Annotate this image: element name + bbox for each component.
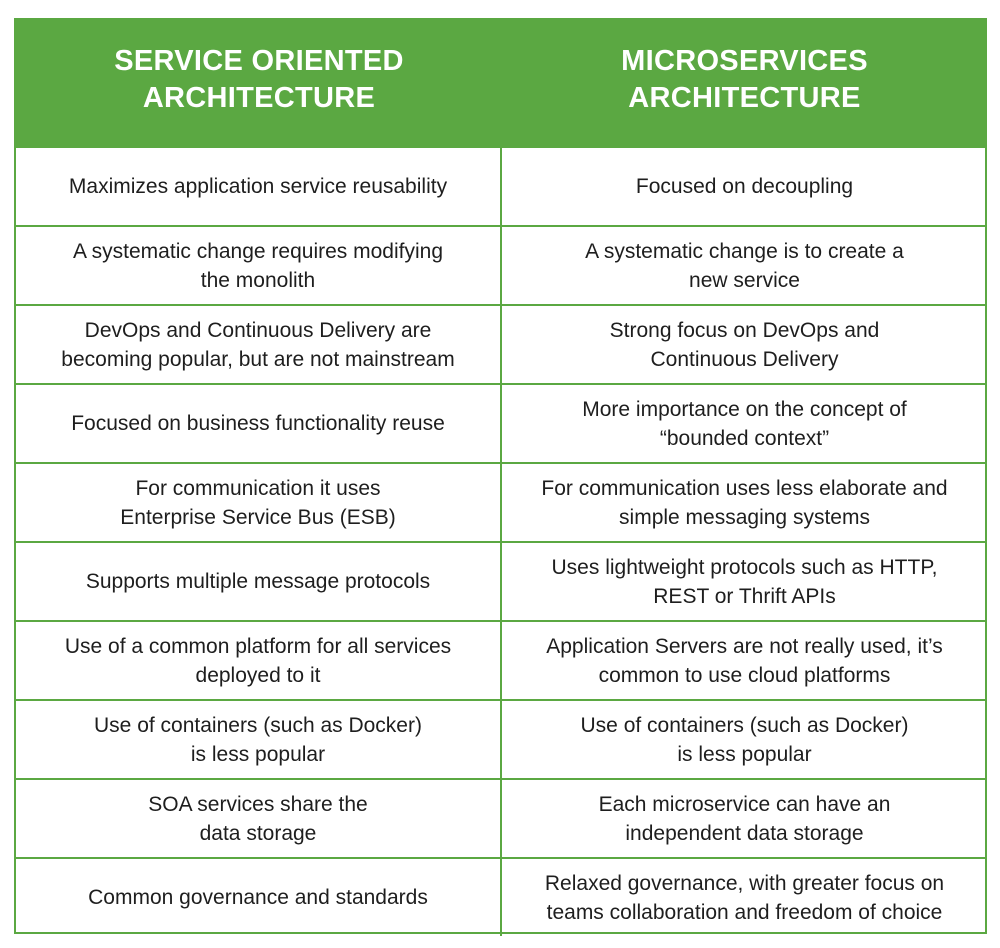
soa-cell: Supports multiple message protocols xyxy=(16,541,502,620)
microservices-cell: Each microservice can have an independent data storage xyxy=(502,778,987,857)
comparison-table xyxy=(14,18,987,934)
soa-cell: Use of containers (such as Docker) is less popular xyxy=(16,699,502,778)
soa-cell: DevOps and Continuous Delivery are becoming popular, but are not mainstream xyxy=(16,304,502,383)
soa-cell: Common governance and standards xyxy=(16,857,502,936)
microservices-cell: Uses lightweight protocols such as HTTP, REST or Thrift APIs xyxy=(502,541,987,620)
soa-cell: Maximizes application service reusability xyxy=(16,146,502,225)
soa-cell: Use of a common platform for all services deployed to it xyxy=(16,620,502,699)
microservices-cell: Use of containers (such as Docker) is less popular xyxy=(502,699,987,778)
microservices-cell: Application Servers are not really used, it’s common to use cloud platforms xyxy=(502,620,987,699)
soa-cell: For communication it uses Enterprise Service Bus (ESB) xyxy=(16,462,502,541)
microservices-cell: Relaxed governance, with greater focus on teams collaboration and freedom of choice xyxy=(502,857,987,936)
header-soa: SERVICE ORIENTED ARCHITECTURE xyxy=(16,20,502,146)
soa-cell: A systematic change requires modifying the monolith xyxy=(16,225,502,304)
soa-cell: SOA services share the data storage xyxy=(16,778,502,857)
soa-cell: Focused on business functionality reuse xyxy=(16,383,502,462)
microservices-cell: Focused on decoupling xyxy=(502,146,987,225)
header-microservices: MICROSERVICES ARCHITECTURE xyxy=(502,20,987,146)
microservices-cell: Strong focus on DevOps and Continuous Delivery xyxy=(502,304,987,383)
microservices-cell: A systematic change is to create a new service xyxy=(502,225,987,304)
microservices-cell: More importance on the concept of “bounded context” xyxy=(502,383,987,462)
microservices-cell: For communication uses less elaborate and simple messaging systems xyxy=(502,462,987,541)
